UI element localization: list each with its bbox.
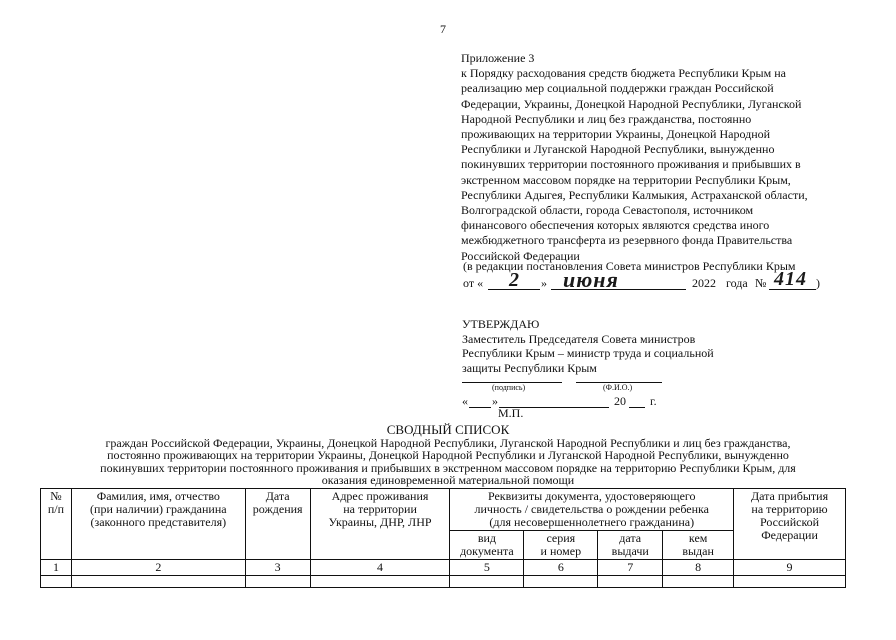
col-address-header: Адрес проживания на территории Украины, ДНР, ЛНР — [310, 489, 450, 560]
approval-date-open: « — [462, 394, 468, 408]
date-year: 2022 — [692, 276, 716, 290]
date-year-word: года — [726, 276, 748, 290]
col-doc-type-header: вид документа — [450, 531, 524, 560]
column-number: 8 — [663, 560, 734, 576]
approval-line: защиты Республики Крым — [462, 360, 597, 375]
appendix-header — [461, 51, 861, 264]
column-number: 9 — [734, 560, 846, 576]
redaction-note: (в редакции постановления Совета министров Республики Крым — [463, 259, 796, 273]
approval-block — [462, 317, 714, 375]
appendix-line: Федерации, Украины, Донецкой Народной Республики, Луганской — [461, 96, 802, 111]
approval-year-word: г. — [650, 394, 657, 408]
appendix-line: реализацию мер социальной поддержки граждан Российской — [461, 81, 774, 96]
handwritten-day: 2 — [509, 269, 520, 291]
column-number: 7 — [598, 560, 663, 576]
signature-line — [462, 372, 562, 383]
date-prefix: от « — [463, 276, 484, 290]
column-number: 4 — [310, 560, 450, 576]
appendix-line: к Порядку расходования средств бюджета Республики Крым на — [461, 66, 786, 81]
stamp-label: М.П. — [498, 406, 524, 420]
column-number-row — [41, 560, 846, 576]
summary-table — [40, 488, 846, 588]
col-birth-header: Дата рождения — [245, 489, 310, 560]
date-close: ) — [816, 276, 820, 290]
subtitle-line: покинувших территории постоянного проживания и прибывших в экстренном массовом порядке на территорию Республики Крым, для — [100, 460, 796, 475]
column-number: 1 — [41, 560, 72, 576]
appendix-line: Российской Федерации — [461, 248, 580, 263]
col-doc-date-header: дата выдачи — [598, 531, 663, 560]
document-subtitle — [40, 437, 856, 486]
col-document-group-header: Реквизиты документа, удостоверяющего личность / свидетельства о рождении ребенка (для несовершеннолетнего гражданина) — [450, 489, 734, 531]
approval-date-century: 20 — [614, 394, 626, 408]
approval-year-line — [629, 394, 645, 408]
appendix-line: покинувших территории постоянного проживания и прибывших в — [461, 157, 801, 172]
subtitle-line: оказания единовременной материальной помощи — [321, 472, 575, 487]
appendix-line: Республики и Луганской Народной Республики, вынужденно — [461, 142, 775, 157]
approval-heading: УТВЕРЖДАЮ — [462, 317, 540, 331]
name-line — [576, 372, 662, 383]
appendix-line: экстренном массовом порядке на территории Республики Крым, — [461, 172, 791, 187]
signature-block — [462, 372, 672, 422]
approval-line: Республики Крым – министр труда и социальной — [462, 346, 714, 360]
col-doc-issuer-header: кем выдан — [663, 531, 734, 560]
subtitle-line: граждан Российской Федерации, Украины, Донецкой Народной Республики, Луганской Народной Республики и лиц без гражданства, — [105, 436, 791, 450]
table-row — [41, 576, 846, 588]
appendix-line: проживающих на территории Украины, Донецкой Народной — [461, 127, 771, 142]
column-number: 2 — [71, 560, 245, 576]
appendix-line: Республики Адыгея, Республики Калмыкия, Астраханской области, — [461, 187, 808, 202]
number-label: № — [755, 276, 767, 290]
col-doc-series-header: серия и номер — [524, 531, 598, 560]
handwritten-number: 414 — [774, 268, 807, 290]
col-num-header: № п/п — [41, 489, 72, 560]
name-caption: (Ф.И.О.) — [603, 383, 633, 392]
date-mid: » — [541, 276, 547, 290]
column-number: 6 — [524, 560, 598, 576]
document-title: СВОДНЫЙ СПИСОК — [386, 422, 510, 437]
resolution-date-line — [463, 267, 843, 296]
col-name-header: Фамилия, имя, отчество (при наличии) гражданина (законного представителя) — [71, 489, 245, 560]
subtitle-line: постоянно проживающих на территории Украины, Донецкой Народной Республики и Луганской Народной Республики, вынужденно — [107, 448, 789, 463]
handwritten-month: июня — [563, 267, 619, 292]
page-number: 7 — [440, 22, 446, 36]
approval-date-mid: » — [492, 394, 498, 408]
appendix-line: Волгоградской области, города Севастополя, источником — [461, 203, 754, 218]
appendix-line: финансового обеспечения которых являются средства иного — [461, 218, 770, 233]
col-arrival-header: Дата прибытия на территорию Российской Федерации — [734, 489, 846, 560]
approval-line: Заместитель Председателя Совета министров — [462, 331, 696, 346]
signature-caption: (подпись) — [492, 383, 526, 392]
appendix-line: Приложение 3 — [461, 51, 535, 65]
appendix-line: межбюджетного трансферта из резервного фонда Правительства — [461, 233, 793, 248]
table-header-row — [41, 489, 846, 531]
column-number: 5 — [450, 560, 524, 576]
column-number: 3 — [245, 560, 310, 576]
approval-day-line — [469, 394, 491, 408]
appendix-line: Народной Республики и лиц без гражданства, постоянно — [461, 111, 752, 126]
